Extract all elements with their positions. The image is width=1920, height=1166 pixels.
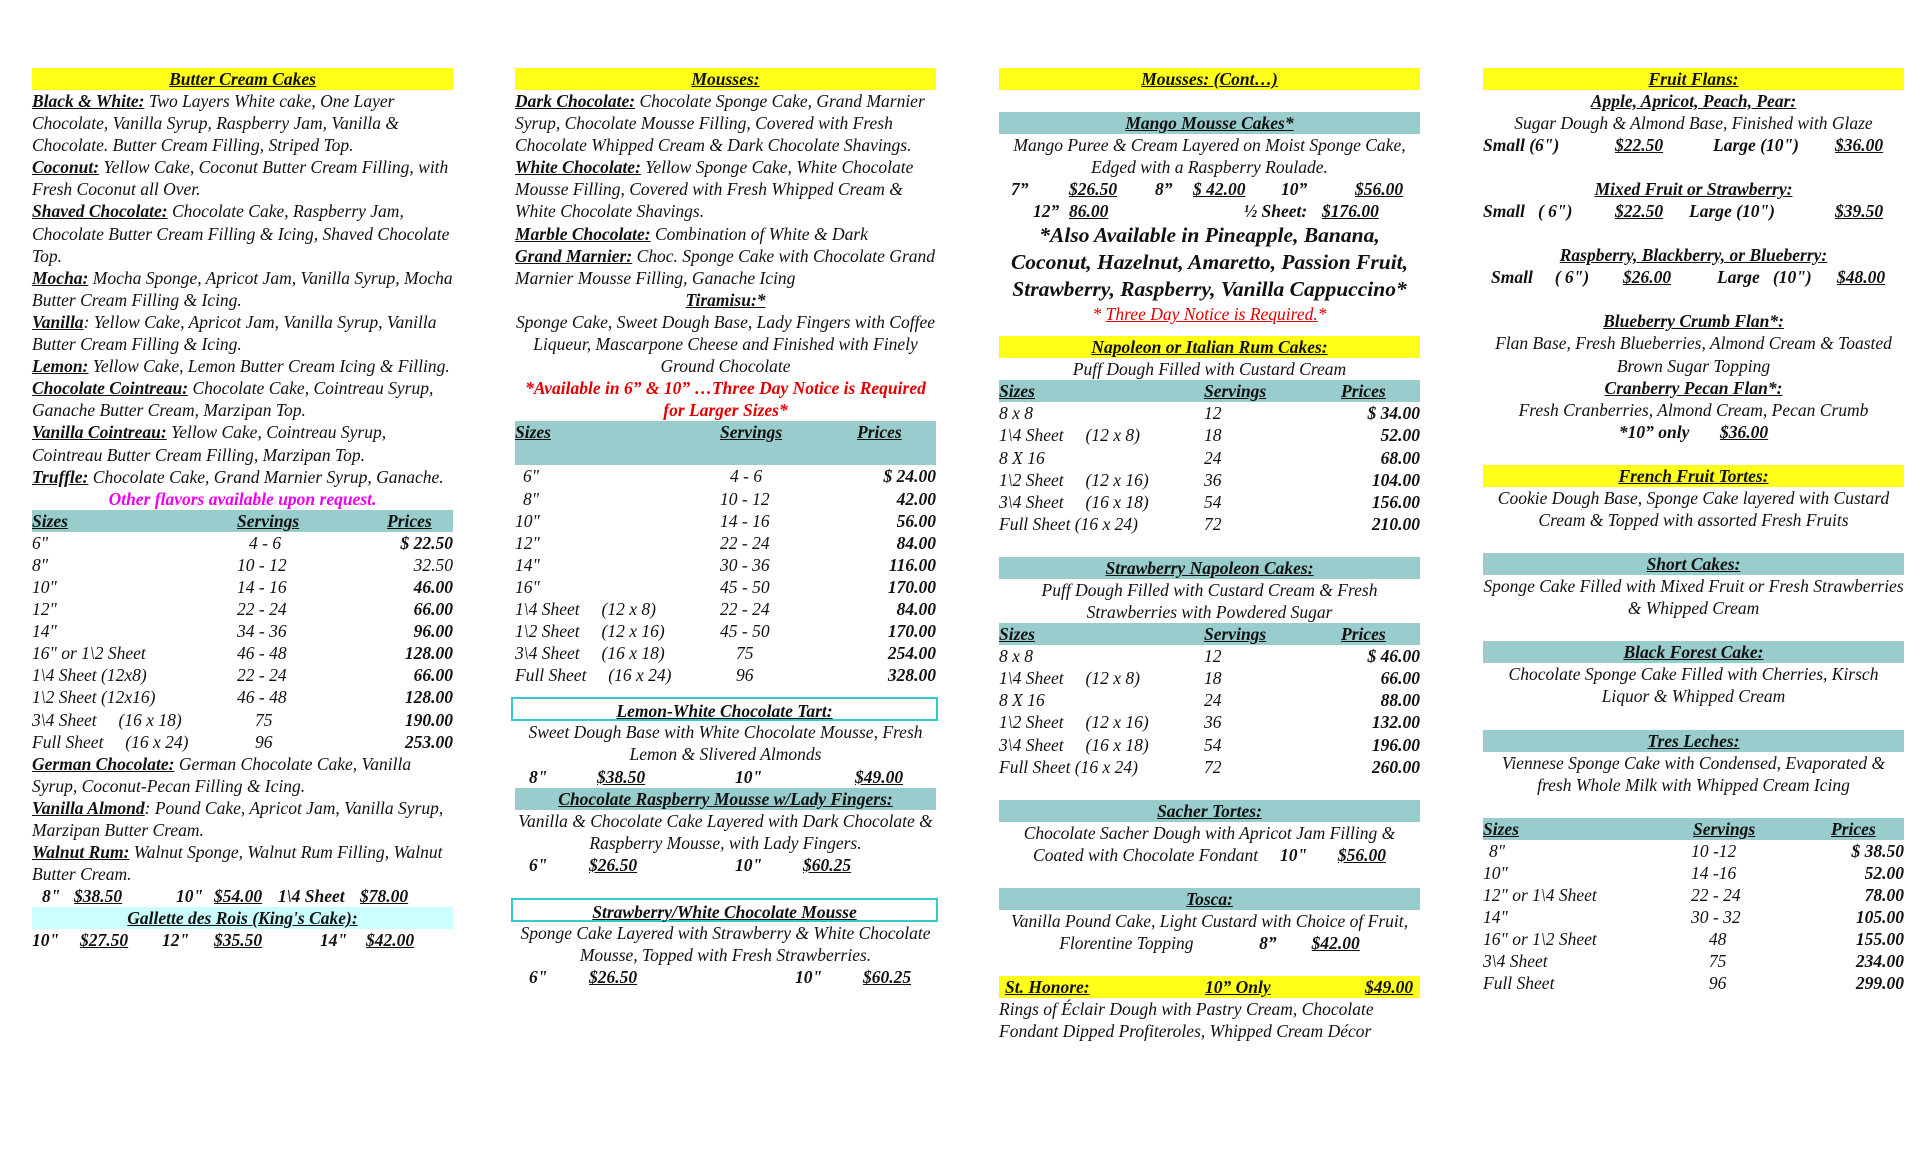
strawberry-mousse-desc: Sponge Cake Layered with Strawberry & White Chocolate Mousse, Topped with Fresh Strawberries. <box>520 922 931 965</box>
black-forest-header: Black Forest Cake: <box>1483 641 1904 663</box>
fruit-flans-column <box>1483 68 1904 994</box>
raspberry-mousse-header: Chocolate Raspberry Mousse w/Lady Fingers: <box>515 788 936 810</box>
raspberry-flan-title: Raspberry, Blackberry, or Blueberry: <box>1559 245 1828 266</box>
table-row: Full Sheet (16 x 24) 72 210.00 <box>999 513 1420 534</box>
menu-item: Grand Marnier: Choc. Sponge Cake with Chocolate Grand Marnier Mousse Filling, Ganache Icing <box>515 245 936 288</box>
table-header: Sizes Servings Prices <box>515 421 936 465</box>
mousses-header: Mousses: <box>515 68 936 90</box>
french-fruit-desc: Cookie Dough Base, Sponge Cake layered with Custard Cream & Topped with assorted Fresh Fruits <box>1497 487 1890 531</box>
napoleon-price-table <box>999 380 1420 535</box>
tosca-header: Tosca: <box>999 888 1420 910</box>
apple-flan-title: Apple, Apricot, Peach, Pear: <box>1590 91 1797 111</box>
table-row: 1\4 Sheet (12 x 8) 22 - 24 84.00 <box>515 598 936 619</box>
tiramisu-title: Tiramisu:* <box>685 289 766 310</box>
table-row: 3\4 Sheet (16 x 18) 54 196.00 <box>999 734 1420 755</box>
table-row: 1\2 Sheet (12 x 16) 36 132.00 <box>999 712 1420 733</box>
menu-item: Black & White: Two Layers White cake, One Layer Chocolate, Vanilla Syrup, Raspberry Jam, Vanilla & Chocolate. Butter Cream Filling, Striped Top. <box>32 91 399 156</box>
menu-item: German Chocolate: German Chocolate Cake, Vanilla Syrup, Coconut-Pecan Filling & Icing. <box>32 753 412 796</box>
other-flavors-note: Other flavors available upon request. <box>108 488 377 509</box>
mousse-price-table <box>515 421 936 686</box>
table-row: 1\4 Sheet (12 x 8) 18 52.00 <box>999 425 1420 446</box>
butter-cream-price-table <box>32 510 453 753</box>
table-row: 1\2 Sheet (12 x 16) 45 - 50 170.00 <box>515 621 936 642</box>
table-row: 1\2 Sheet (12 x 16) 36 104.00 <box>999 469 1420 490</box>
table-row: 3\4 Sheet 75 234.00 <box>1483 951 1904 972</box>
st-honore-header: St. Honore: 10” Only $49.00 <box>999 976 1420 998</box>
menu-item: Vanilla: Yellow Cake, Apricot Jam, Vanilla Syrup, Vanilla Butter Cream Filling & Icing. <box>32 311 437 355</box>
butter-cream-items-2 <box>32 753 453 886</box>
mango-prices-row1: 7” $26.50 8” $ 42.00 10” $56.00 <box>1011 179 1404 200</box>
table-row: 16" or 1\2 Sheet 46 - 48 128.00 <box>32 643 453 664</box>
table-row: 1\4 Sheet (12 x 8) 18 66.00 <box>999 668 1420 689</box>
table-row: 3\4 Sheet (16 x 18) 54 156.00 <box>999 491 1420 512</box>
napoleon-header: Napoleon or Italian Rum Cakes: <box>999 336 1420 358</box>
butter-cream-header: Butter Cream Cakes <box>32 68 453 90</box>
menu-item: Dark Chocolate: Chocolate Sponge Cake, Grand Marnier Syrup, Chocolate Mousse Filling, Covered with Fresh Chocolate Whipped Cream & Dark Chocolate Shavings. <box>515 91 925 156</box>
blueberry-crumb-desc: Flan Base, Fresh Blueberries, Almond Cream & Toasted Brown Sugar Topping <box>1495 333 1892 376</box>
mixed-fruit-title: Mixed Fruit or Strawberry: <box>1594 179 1793 200</box>
table-row: 8 X 16 24 68.00 <box>999 447 1420 468</box>
three-day-notice: * Three Day Notice is Required.* <box>1092 304 1327 325</box>
walnut-rum-prices: 8" $38.50 10" $54.00 1\4 Sheet $78.00 <box>42 886 409 907</box>
strawberry-napoleon-price-table <box>999 623 1420 778</box>
table-row: 3\4 Sheet (16 x 18) 75 254.00 <box>515 643 936 664</box>
tres-leches-price-table <box>1483 818 1904 995</box>
menu-item: Chocolate Cointreau: Chocolate Cake, Cointreau Syrup, Ganache Butter Cream, Marzipan Top. <box>32 378 434 421</box>
french-fruit-header: French Fruit Tortes: <box>1483 465 1904 487</box>
table-row: Full Sheet (16 x 24) 96 253.00 <box>32 731 453 752</box>
table-row: 10" 14 - 16 46.00 <box>32 576 453 597</box>
table-row: 3\4 Sheet (16 x 18) 75 190.00 <box>32 709 453 730</box>
cranberry-pecan-desc: Fresh Cranberries, Almond Cream, Pecan Crumb <box>1518 399 1869 420</box>
menu-item: Coconut: Yellow Cake, Coconut Butter Cream Filling, with Fresh Coconut all Over. <box>32 157 449 200</box>
blueberry-crumb-title: Blueberry Crumb Flan*: <box>1603 311 1784 332</box>
raspberry-mousse-prices: 6" $26.50 10" $60.25 <box>529 854 852 875</box>
menu-item: Shaved Chocolate: Chocolate Cake, Raspberry Jam, Chocolate Butter Cream Filling & Icing, Shaved Chocolate Top. <box>32 201 450 266</box>
sacher-desc: Chocolate Sacher Dough with Apricot Jam Filling & Coated with Chocolate Fondant 10" $56.00 <box>1023 822 1396 865</box>
lemon-tart-prices: 8" $38.50 10" $49.00 <box>529 766 904 787</box>
mango-prices-row2: 12” 86.00 ½ Sheet: $176.00 <box>1033 201 1379 222</box>
table-row: 8 X 16 24 88.00 <box>999 690 1420 711</box>
cranberry-pecan-title: Cranberry Pecan Flan*: <box>1604 377 1783 398</box>
table-row: 8" 10 -12 $ 38.50 <box>1489 840 1904 861</box>
table-header: Sizes Servings Prices <box>999 623 1420 645</box>
menu-item: White Chocolate: Yellow Sponge Cake, White Chocolate Mousse Filling, Covered with Fresh Whipped Cream & White Chocolate Shavings. <box>515 157 914 222</box>
apple-flan-prices: Small (6") $22.50 Large (10") $36.00 <box>1483 135 1884 156</box>
table-row: 12" or 1\4 Sheet 22 - 24 78.00 <box>1483 884 1904 905</box>
lemon-tart-desc: Sweet Dough Base with White Chocolate Mousse, Fresh Lemon & Slivered Almonds <box>528 722 923 765</box>
raspberry-mousse-desc: Vanilla & Chocolate Cake Layered with Dark Chocolate & Raspberry Mousse, with Lady Fingers. <box>518 810 933 853</box>
strawberry-napoleon-desc: Puff Dough Filled with Custard Cream & Fresh Strawberries with Powdered Sugar <box>1041 579 1378 623</box>
strawberry-napoleon-header: Strawberry Napoleon Cakes: <box>999 557 1420 579</box>
menu-item: Truffle: Chocolate Cake, Grand Marnier Syrup, Ganache. <box>32 466 444 487</box>
table-row: 14" 30 - 32 105.00 <box>1483 906 1904 927</box>
mango-mousse-header: Mango Mousse Cakes* <box>999 112 1420 134</box>
mousses-cont-column <box>999 68 1420 1042</box>
menu-item: Marble Chocolate: Combination of White & Dark <box>515 223 868 244</box>
table-row: 16" 45 - 50 170.00 <box>515 576 936 597</box>
menu-item: Mocha: Mocha Sponge, Apricot Jam, Vanilla Syrup, Mocha Butter Cream Filling & Icing. <box>32 267 453 310</box>
sacher-header: Sacher Tortes: <box>999 800 1420 822</box>
table-row: Full Sheet (16 x 24) 96 328.00 <box>515 665 936 686</box>
table-header: Sizes Servings Prices <box>1483 818 1904 840</box>
table-row: 8" 10 - 12 42.00 <box>523 488 936 509</box>
cranberry-pecan-price: *10” only $36.00 <box>1618 421 1769 442</box>
mousses-column <box>515 68 936 988</box>
menu-item: Vanilla Almond: Pound Cake, Apricot Jam, Vanilla Syrup, Marzipan Butter Cream. <box>32 797 444 840</box>
butter-cream-column <box>32 68 453 951</box>
butter-cream-items <box>32 90 453 488</box>
table-row: 8 x 8 12 $ 46.00 <box>999 646 1420 667</box>
gallette-prices: 10" $27.50 12" $35.50 14" $42.00 <box>32 930 415 951</box>
raspberry-flan-prices: Small ( 6") $26.00 Large (10") $48.00 <box>1491 267 1886 288</box>
strawberry-mousse-prices: 6" $26.50 10" $60.25 <box>529 966 912 987</box>
tosca-desc: Vanilla Pound Cake, Light Custard with Choice of Fruit, Florentine Topping 8” $42.00 <box>1011 910 1408 953</box>
table-row: Full Sheet 96 299.00 <box>1483 973 1904 994</box>
fruit-flans-header: Fruit Flans: <box>1483 68 1904 90</box>
mango-mousse-desc: Mango Puree & Cream Layered on Moist Sponge Cake, Edged with a Raspberry Roulade. <box>1013 135 1406 178</box>
strawberry-mousse-header: Strawberry/White Chocolate Mousse <box>511 898 938 922</box>
table-row: 8" 10 - 12 32.50 <box>32 554 453 575</box>
table-header: Sizes Servings Prices <box>999 380 1420 402</box>
table-row: 14" 30 - 36 116.00 <box>515 554 936 575</box>
short-cakes-header: Short Cakes: <box>1483 553 1904 575</box>
table-row: 12" 22 - 24 84.00 <box>515 532 936 553</box>
table-row: 16" or 1\2 Sheet 48 155.00 <box>1483 929 1904 950</box>
gallette-header: Gallette des Rois (King's Cake): <box>32 907 453 929</box>
table-row: 10" 14 -16 52.00 <box>1483 862 1904 883</box>
mixed-fruit-prices: Small ( 6") $22.50 Large (10") $39.50 <box>1483 201 1884 222</box>
menu-item: Walnut Rum: Walnut Sponge, Walnut Rum Filling, Walnut Butter Cream. <box>32 842 443 885</box>
table-row: Full Sheet (16 x 24) 72 260.00 <box>999 756 1420 777</box>
mousses-cont-header: Mousses: (Cont…) <box>999 68 1420 90</box>
table-row: 14" 34 - 36 96.00 <box>32 621 453 642</box>
table-row: 6" 4 - 6 $ 22.50 <box>32 532 453 553</box>
apple-flan-desc: Sugar Dough & Almond Base, Finished with Glaze <box>1514 113 1873 134</box>
menu-item: Vanilla Cointreau: Yellow Cake, Cointreau Syrup, Cointreau Butter Cream Filling, Marzipan Top. <box>32 422 387 465</box>
lemon-tart-header: Lemon-White Chocolate Tart: <box>511 697 938 721</box>
table-row: 8 x 8 12 $ 34.00 <box>999 403 1420 424</box>
table-row: 10" 14 - 16 56.00 <box>515 510 936 531</box>
table-header: Sizes Servings Prices <box>32 510 453 532</box>
black-forest-desc: Chocolate Sponge Cake Filled with Cherries, Kirsch Liquor & Whipped Cream <box>1508 664 1879 707</box>
table-row: 1\4 Sheet (12x8) 22 - 24 66.00 <box>32 665 453 686</box>
table-row: 6" 4 - 6 $ 24.00 <box>523 466 936 487</box>
table-row: 1\2 Sheet (12x16) 46 - 48 128.00 <box>32 687 453 708</box>
table-row: 12" 22 - 24 66.00 <box>32 599 453 620</box>
tres-leches-desc: Viennese Sponge Cake with Condensed, Evaporated & fresh Whole Milk with Whipped Cream Icing <box>1501 752 1886 795</box>
short-cakes-desc: Sponge Cake Filled with Mixed Fruit or Fresh Strawberries & Whipped Cream <box>1483 576 1904 619</box>
also-available-note: *Also Available in Pineapple, Banana, Coconut, Hazelnut, Amaretto, Passion Fruit, Strawberry, Raspberry, Vanilla Cappuccino* <box>1010 223 1409 302</box>
tres-leches-header: Tres Leches: <box>1483 730 1904 752</box>
menu-item: Lemon: Yellow Cake, Lemon Butter Cream Icing & Filling. <box>32 356 450 377</box>
st-honore-desc: Rings of Éclair Dough with Pastry Cream, Chocolate Fondant Dipped Profiteroles, Whipped Cream Décor <box>999 999 1374 1042</box>
tiramisu-notice: *Available in 6” & 10” …Three Day Notice is Required for Larger Sizes* <box>525 378 926 421</box>
tiramisu-desc: Sponge Cake, Sweet Dough Base, Lady Fingers with Coffee Liqueur, Mascarpone Cheese and Finished with Finely Ground Chocolate <box>516 311 935 377</box>
napoleon-desc: Puff Dough Filled with Custard Cream <box>1072 359 1347 380</box>
